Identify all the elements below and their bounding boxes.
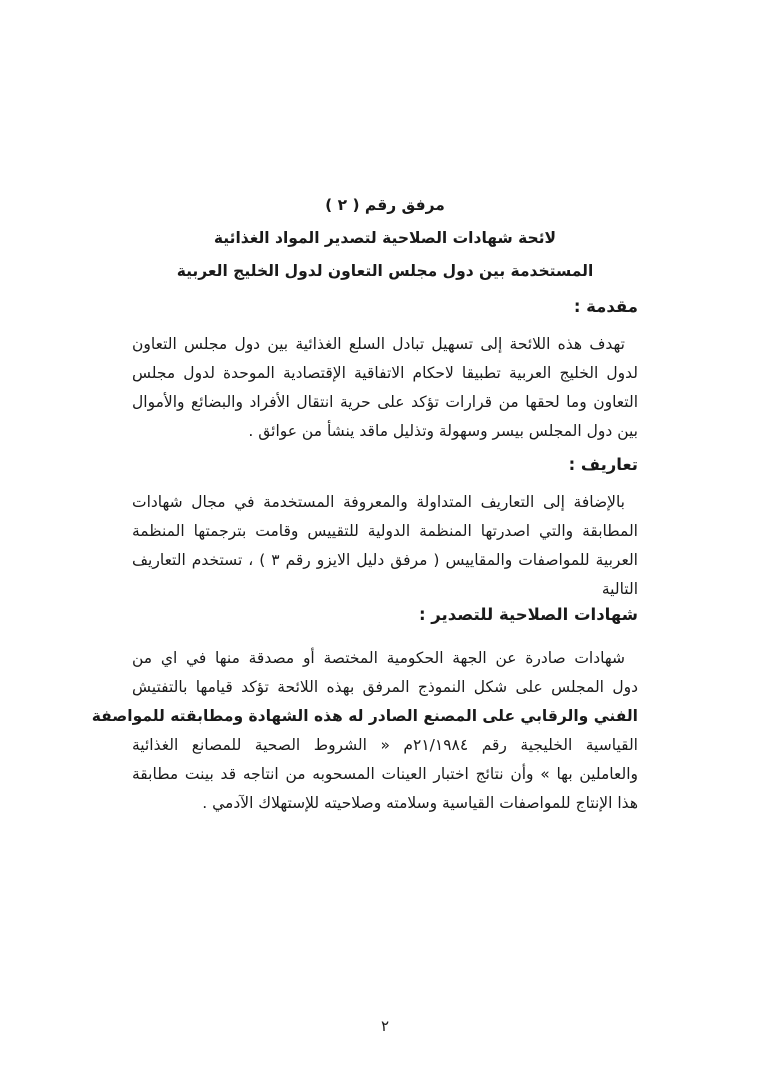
- title-line-regulation-name: لائحة شهادات الصلاحية لتصدير المواد الغذائية: [213, 229, 557, 247]
- page-number: ٢: [380, 1017, 390, 1035]
- paragraph-line: تهدف هذه اللائحة إلى تسهيل تبادل السلع الغذائية بين دول مجلس التعاون: [132, 335, 625, 353]
- paragraph-introduction: [132, 330, 638, 446]
- paragraph-line: بالإضافة إلى التعاريف المتداولة والمعروفة المستخدمة في مجال شهادات: [132, 493, 625, 511]
- paragraph-line: المطابقة والتي اصدرتها المنظمة الدولية للتقييس وقامت بترجمتها المنظمة: [132, 522, 638, 540]
- paragraph-line: هذا الإنتاج للمواصفات القياسية وسلامته وصلاحيته للإستهلاك الآدمي .: [202, 794, 638, 812]
- paragraph-line: والعاملين بها » وأن نتائج اختبار العينات المسحوبه من انتاجه قد بينت مطابقة: [132, 765, 638, 783]
- paragraph-line: لدول الخليج العربية تطبيقا لاحكام الاتفاقية الإقتصادية الموحدة لدول مجلس: [132, 364, 638, 382]
- paragraph-line: العربية للمواصفات والمقاييس ( مرفق دليل الايزو رقم ٣ ) ، تستخدم التعاريف: [132, 551, 638, 569]
- paragraph-line: القياسية الخليجية رقم ٢١/١٩٨٤م « الشروط الصحية للمصانع الغذائية: [132, 736, 638, 754]
- title-line-regulation-scope: المستخدمة بين دول مجلس التعاون لدول الخليج العربية: [176, 262, 594, 280]
- section-heading-definitions: تعاريف :: [568, 455, 638, 474]
- paragraph-line: بين دول المجلس بيسر وسهولة وتذليل ماقد ينشأ من عوائق .: [248, 422, 638, 440]
- section-heading-introduction: مقدمة :: [573, 297, 638, 316]
- paragraph-line: شهادات صادرة عن الجهة الحكومية المختصة أو مصدقة منها في اي من: [132, 649, 625, 667]
- paragraph-export-certificates: [91, 644, 638, 818]
- paragraph-line: دول المجلس على شكل النموذج المرفق بهذه اللائحة تؤكد قيامها بالتفتيش: [132, 678, 638, 696]
- paragraph-definitions: [132, 488, 638, 604]
- paragraph-line-emphasized: الفني والرقابي على المصنع الصادر له هذه الشهادة ومطابقته للمواصفة: [91, 707, 638, 725]
- section-heading-export-certificates: شهادات الصلاحية للتصدير :: [418, 605, 638, 624]
- paragraph-line: التالية: [601, 580, 638, 598]
- title-line-annex-number: مرفق رقم ( ٢ ): [325, 196, 445, 214]
- document-title: [132, 189, 638, 288]
- paragraph-line: التعاون وما لحقها من قرارات تؤكد على حرية انتقال الأفراد والبضائع والأموال: [132, 393, 638, 411]
